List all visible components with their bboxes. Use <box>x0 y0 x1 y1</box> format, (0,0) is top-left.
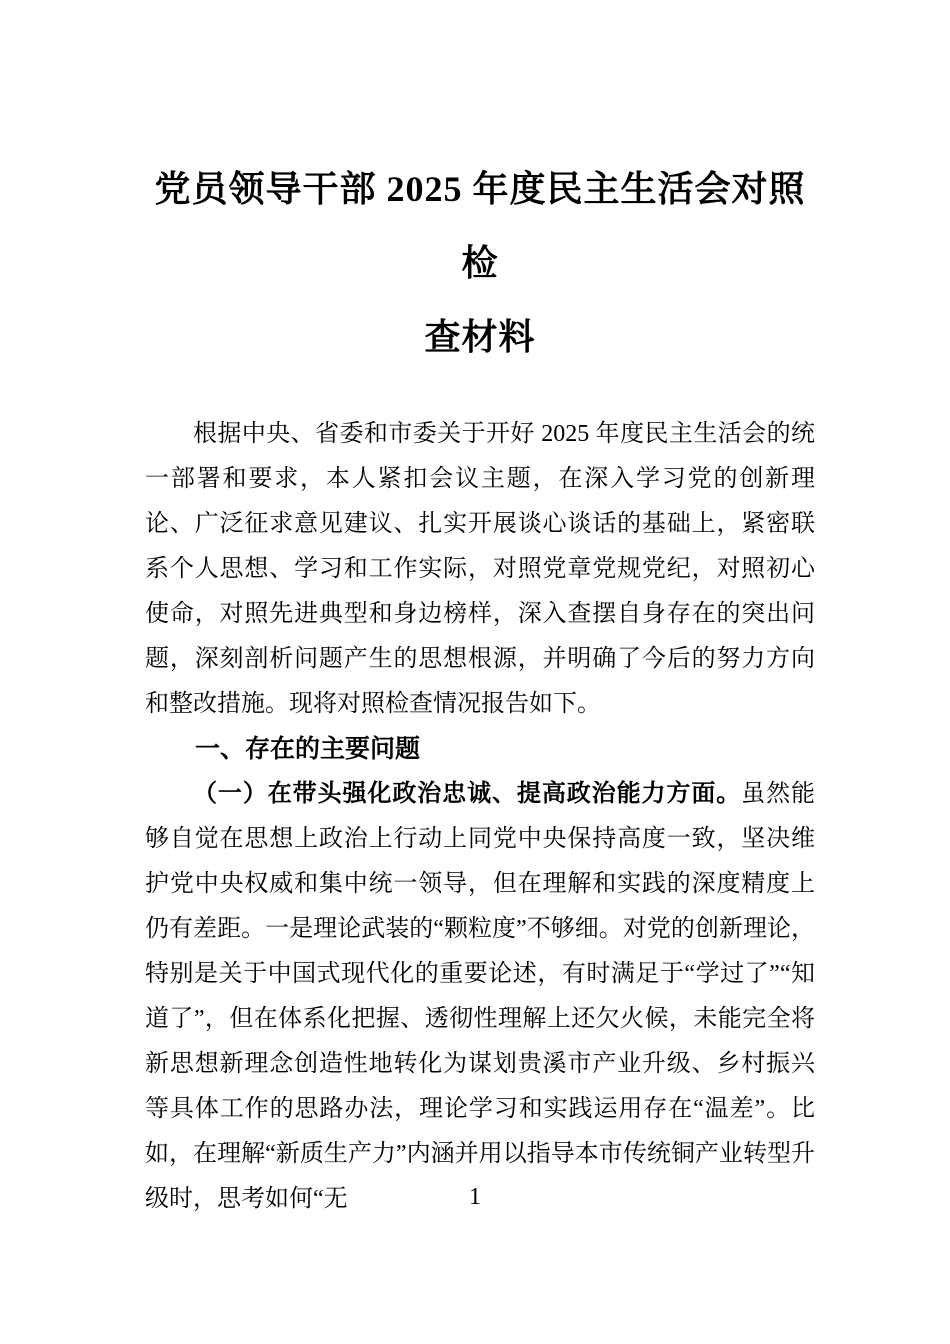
document-title <box>145 152 815 374</box>
page-number: 1 <box>469 1184 481 1210</box>
intro-paragraph: 根据中央、省委和市委关于开好 2025 年度民主生活会的统一部署和要求，本人紧扣会议主题，在深入学习党的创新理论、广泛征求意见建议、扎实开展谈心谈话的基础上，紧密联系个人思想、学习和工作实际，对照党章党规党纪，对照初心使命，对照先进典型和身边榜样，深入查摆自身存在的突出问题，深刻剖析问题产生的思想根源，并明确了今后的努力方向和整改措施。现将对照检查情况报告如下。 <box>145 421 815 717</box>
subsection-paragraph-1 <box>145 772 815 1222</box>
subsection-1-text: 虽然能够自觉在思想上政治上行动上同党中央保持高度一致，坚决维护党中央权威和集中统一领导，但在理解和实践的深度精度上仍有差距。一是理论武装的“颗粒度”不够细。对党的创新理论，特别是关于中国式现代化的重要论述，有时满足于“学过了”“知道了”，但在体系化把握、透彻性理解上还欠火候，未能完全将新思想新理念创造性地转化为谋划贵溪市产业升级、乡村振兴等具体工作的思路办法，理论学习和实践运用存在“温差”。比如，在理解“新质生产力”内涵并用以指导本市传统铜产业转型升级时，思考如何“无 <box>145 781 816 1212</box>
document-body <box>145 412 815 1222</box>
section-heading-1: 一、存在的主要问题 <box>195 735 421 763</box>
subsection-1-lead: （一）在带头强化政治忠诚、提高政治能力方面。 <box>193 781 742 807</box>
document-title-line2: 查材料 <box>424 317 536 357</box>
document-title-line1: 党员领导干部 2025 年度民主生活会对照检 <box>154 169 806 283</box>
